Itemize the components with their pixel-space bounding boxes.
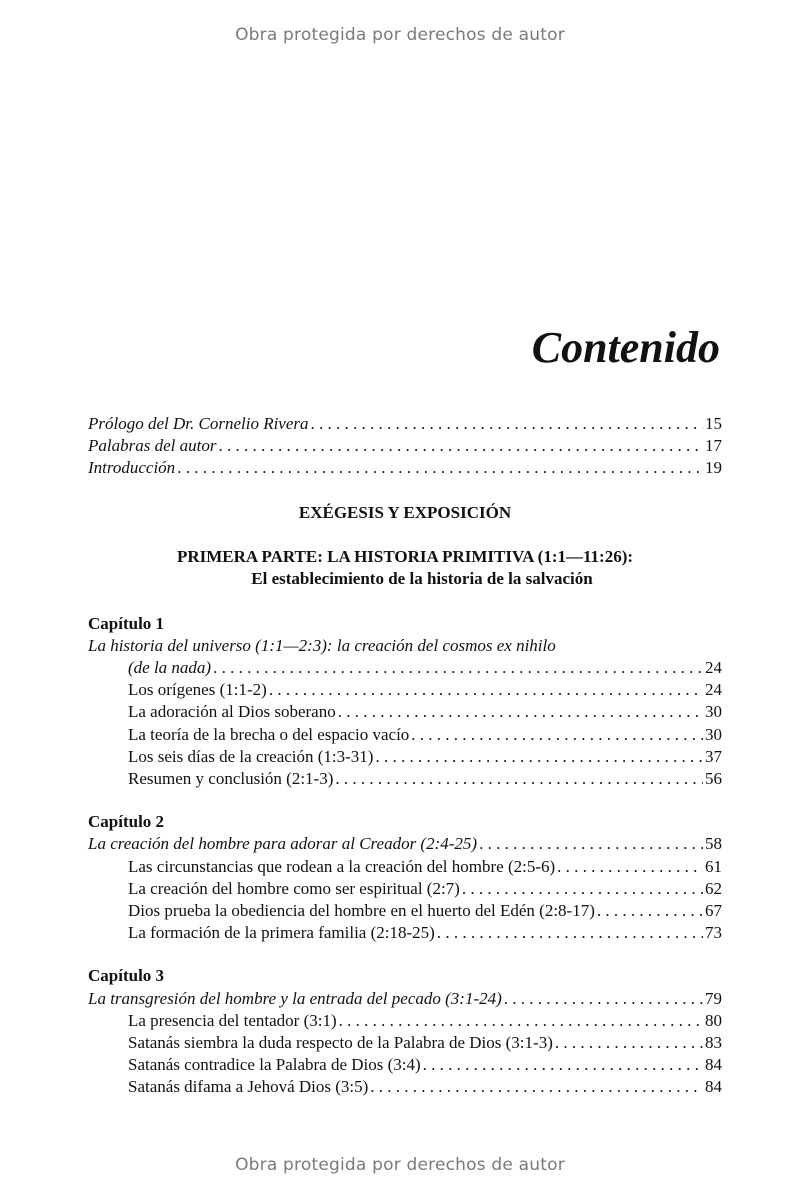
toc-entry-label: (de la nada)	[128, 658, 212, 678]
toc-entry-page: 24	[705, 658, 722, 678]
toc-entry-prologue	[88, 413, 722, 435]
toc-entry-page: 61	[705, 856, 722, 876]
toc-entry-page: 19	[705, 458, 722, 478]
toc-entry	[88, 746, 722, 768]
toc-entry-label: Los seis días de la creación (1:3-31)	[128, 746, 374, 766]
toc-entry-label: Satanás difama a Jehová Dios (3:5)	[128, 1077, 369, 1097]
toc-entry	[88, 679, 722, 701]
leader-dots	[375, 746, 703, 768]
watermark-bottom: Obra protegida por derechos de autor	[235, 1155, 565, 1175]
toc-entry-page: 17	[705, 436, 722, 456]
toc-entry-page: 73	[705, 923, 722, 943]
toc-entry-page: 37	[705, 746, 722, 766]
part-heading-line2: El establecimiento de la historia de la salvación	[251, 569, 593, 589]
chapter-heading-1: Capítulo 1	[88, 613, 165, 633]
chapter-main-entry-3	[88, 988, 722, 1010]
toc-entry-page: 58	[705, 834, 722, 854]
leader-dots	[335, 768, 703, 790]
chapter-main-entry-1: La historia del universo (1:1—2:3): la creación del cosmos ex nihilo	[88, 635, 556, 655]
leader-dots	[339, 1010, 703, 1032]
toc-entry-label: Los orígenes (1:1-2)	[128, 680, 267, 700]
chapter-main-entry-1-continued	[88, 657, 722, 679]
leader-dots	[504, 988, 703, 1010]
toc-entry-label: Resumen y conclusión (2:1-3)	[128, 769, 334, 789]
leader-dots	[437, 922, 703, 944]
toc-entry-page: 84	[705, 1055, 722, 1075]
toc-entry-label: Satanás siembra la duda respecto de la Palabra de Dios (3:1-3)	[128, 1033, 553, 1053]
toc-entry	[88, 878, 722, 900]
leader-dots	[370, 1076, 703, 1098]
chapter-heading-2: Capítulo 2	[88, 812, 165, 832]
toc-entry-page: 79	[705, 988, 722, 1008]
leader-dots	[557, 856, 703, 878]
chapter-main-entry-2	[88, 833, 722, 855]
toc-entry-label: La transgresión del hombre y la entrada del pecado (3:1-24)	[88, 988, 502, 1008]
toc-entry	[88, 922, 722, 944]
toc-entry-label: La creación del hombre como ser espiritual (2:7)	[128, 878, 460, 898]
toc-entry-page: 56	[705, 769, 722, 789]
toc-entry-label: Satanás contradice la Palabra de Dios (3:4)	[128, 1055, 421, 1075]
toc-entry-page: 30	[705, 724, 722, 744]
toc-entry-author-words	[88, 435, 722, 457]
leader-dots	[269, 679, 703, 701]
toc-entry	[88, 856, 722, 878]
toc-entry-label: Dios prueba la obediencia del hombre en el huerto del Edén (2:8-17)	[128, 901, 595, 921]
toc-entry-label: La creación del hombre para adorar al Creador (2:4-25)	[88, 834, 478, 854]
leader-dots	[218, 435, 703, 457]
toc-entry	[88, 1076, 722, 1098]
toc-entry-label: Introducción	[88, 458, 176, 478]
leader-dots	[597, 900, 703, 922]
toc-entry-introduction	[88, 457, 722, 479]
toc-entry	[88, 900, 722, 922]
toc-entry-page: 15	[705, 414, 722, 433]
toc-entry-label: La adoración al Dios soberano	[128, 702, 336, 722]
toc-entry-page: 30	[705, 702, 722, 722]
leader-dots	[423, 1054, 703, 1076]
toc-entry-label: Prólogo del Dr. Cornelio Rivera	[88, 414, 309, 433]
toc-entry-label: Palabras del autor	[88, 436, 217, 456]
leader-dots	[177, 457, 703, 479]
toc-entry-page: 24	[705, 680, 722, 700]
leader-dots	[311, 413, 703, 435]
toc-entry	[88, 768, 722, 790]
section-heading: EXÉGESIS Y EXPOSICIÓN	[298, 502, 512, 522]
leader-dots	[411, 724, 703, 746]
watermark-top: Obra protegida por derechos de autor	[235, 25, 565, 45]
toc-entry-page: 62	[705, 878, 722, 898]
leader-dots	[479, 833, 703, 855]
toc-entry-label: La formación de la primera familia (2:18-25)	[128, 923, 435, 943]
toc-entry-page: 83	[705, 1033, 722, 1053]
toc-entry	[88, 1010, 722, 1032]
chapter-heading-3: Capítulo 3	[88, 966, 165, 986]
part-heading-line1: PRIMERA PARTE: LA HISTORIA PRIMITIVA (1:1—11:26):	[176, 546, 634, 566]
leader-dots	[555, 1032, 703, 1054]
toc-entry-page: 80	[705, 1010, 722, 1030]
toc-entry-label: Las circunstancias que rodean a la creación del hombre (2:5-6)	[128, 856, 556, 876]
leader-dots	[338, 701, 703, 723]
leader-dots	[462, 878, 703, 900]
toc-entry	[88, 1054, 722, 1076]
toc-entry-page: 67	[705, 901, 722, 921]
toc-entry	[88, 1032, 722, 1054]
leader-dots	[213, 657, 703, 679]
toc-entry	[88, 701, 722, 723]
toc-entry-label: La teoría de la brecha o del espacio vacío	[128, 724, 410, 744]
toc-entry-page: 84	[705, 1077, 722, 1097]
toc-entry	[88, 724, 722, 746]
page-title: Contenido	[531, 323, 720, 372]
table-of-contents	[88, 413, 722, 1099]
toc-entry-label: La presencia del tentador (3:1)	[128, 1010, 337, 1030]
